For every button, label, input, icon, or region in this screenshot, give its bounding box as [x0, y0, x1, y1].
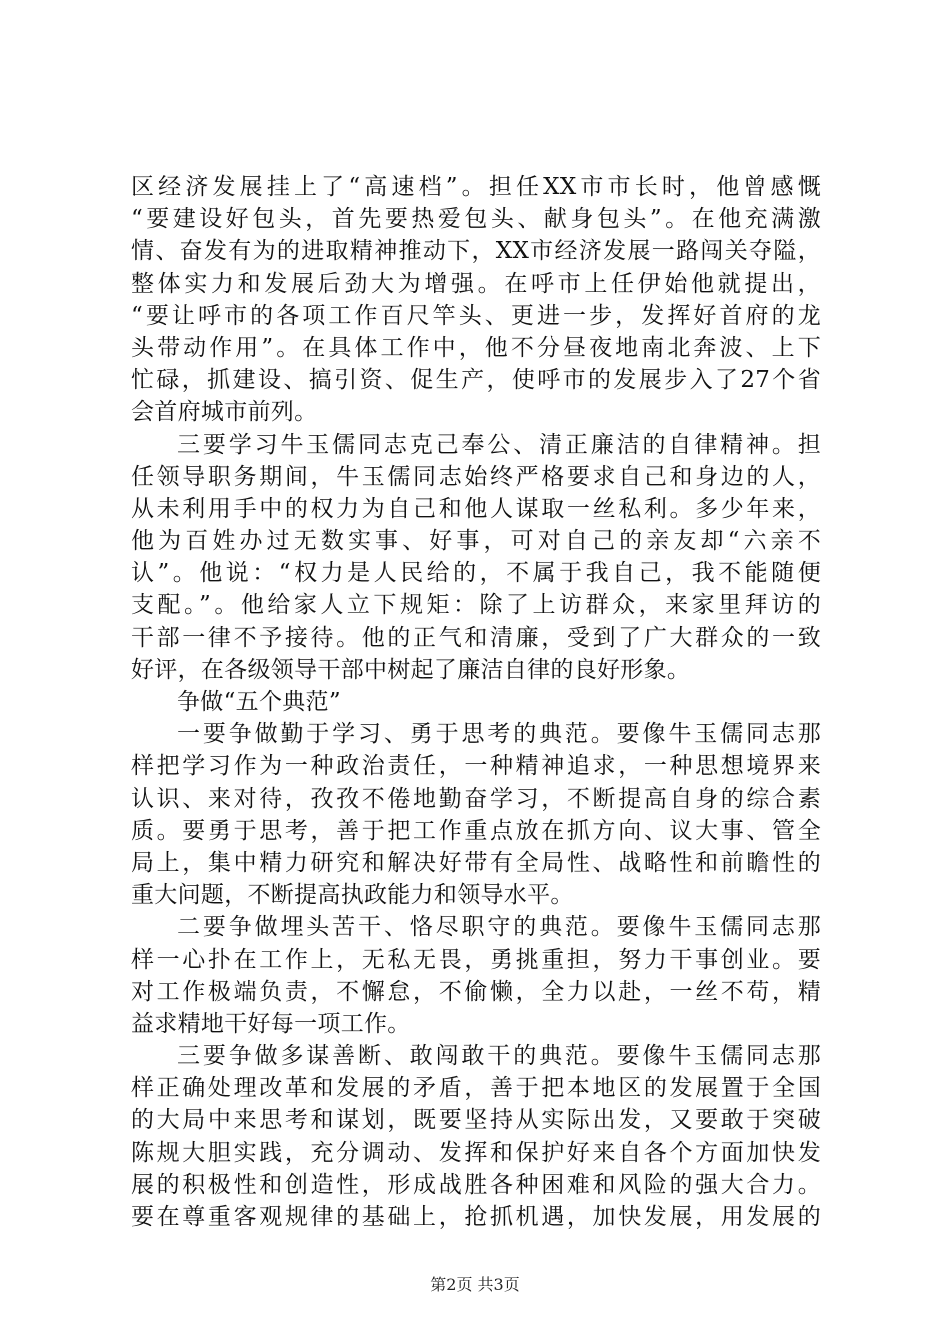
text-line: 质。要勇于思考，善于把工作重点放在抓方向、议大事、管全 — [131, 817, 821, 844]
text-line: 支配。”。他给家人立下规矩：除了上访群众，来家里拜访的 — [131, 592, 821, 619]
text-line: 要在尊重客观规律的基础上，抢抓机遇，加快发展，用发展的 — [131, 1204, 821, 1230]
text-line: 好评，在各级领导干部中树起了廉洁自律的良好形象。 — [131, 656, 691, 683]
text-line: 展的积极性和创造性，形成战胜各种困难和风险的强大合力。 — [131, 1171, 821, 1198]
text-line: 一要争做勤于学习、勇于思考的典范。要像牛玉儒同志那 — [177, 721, 821, 748]
text-line: 重大问题，不断提高执政能力和领导水平。 — [131, 882, 574, 909]
text-line: 的大局中来思考和谋划，既要坚持从实际出发，又要敢于突破 — [131, 1107, 821, 1134]
text-line: “要让呼市的各项工作百尺竿头、更进一步，发挥好首府的龙 — [131, 302, 821, 329]
text-line: 对工作极端负责，不懈怠，不偷懒，全力以赴，一丝不苟，精 — [131, 978, 821, 1005]
page-footer: 第2页 共3页 — [430, 1275, 520, 1294]
text-line: 任领导职务期间，牛玉儒同志始终严格要求自己和身边的人， — [131, 463, 821, 490]
text-line: 整体实力和发展后劲大为增强。在呼市上任伊始他就提出， — [131, 270, 821, 297]
text-line: 认”。他说：“权力是人民给的，不属于我自己，我不能随便 — [131, 560, 821, 587]
text-line: 忙碌，抓建设、搞引资、促生产，使呼市的发展步入了27个省 — [131, 367, 821, 394]
text-line: 情、奋发有为的进取精神推动下，XX市经济发展一路闯关夺隘， — [131, 238, 821, 265]
text-line: 从未利用手中的权力为自己和他人谋取一丝私利。多少年来， — [131, 495, 821, 522]
text-line: 样正确处理改革和发展的矛盾，善于把本地区的发展置于全国 — [131, 1075, 821, 1102]
text-line: 他为百姓办过无数实事、好事，可对自己的亲友却“六亲不 — [131, 528, 821, 555]
text-line: 会首府城市前列。 — [131, 399, 318, 426]
text-line: 三要学习牛玉儒同志克己奉公、清正廉洁的自律精神。担 — [177, 431, 821, 458]
text-line: 益求精地干好每一项工作。 — [131, 1010, 411, 1037]
text-line: 样一心扑在工作上，无私无畏，勇挑重担，努力干事创业。要 — [131, 946, 821, 973]
text-line: 局上，集中精力研究和解决好带有全局性、战略性和前瞻性的 — [131, 849, 821, 876]
text-line: 认识、来对待，孜孜不倦地勤奋学习，不断提高自身的综合素 — [131, 785, 821, 812]
document-body — [131, 171, 821, 1233]
text-line: 区经济发展挂上了“高速档”。担任XX市市长时，他曾感慨 — [131, 174, 821, 200]
text-line: 头带动作用”。在具体工作中，他不分昼夜地南北奔波、上下 — [131, 334, 821, 361]
text-line: 二要争做埋头苦干、恪尽职守的典范。要像牛玉儒同志那 — [177, 914, 821, 941]
text-line: 干部一律不予接待。他的正气和清廉，受到了广大群众的一致 — [131, 624, 821, 651]
text-line: 陈规大胆实践，充分调动、发挥和保护好来自各个方面加快发 — [131, 1139, 821, 1166]
text-line: 样把学习作为一种政治责任，一种精神追求，一种思想境界来 — [131, 753, 821, 780]
text-line: “要建设好包头，首先要热爱包头、献身包头”。在他充满激 — [131, 206, 821, 233]
text-line: 争做“五个典范” — [177, 689, 341, 715]
text-line: 三要争做多谋善断、敢闯敢干的典范。要像牛玉儒同志那 — [177, 1043, 821, 1070]
